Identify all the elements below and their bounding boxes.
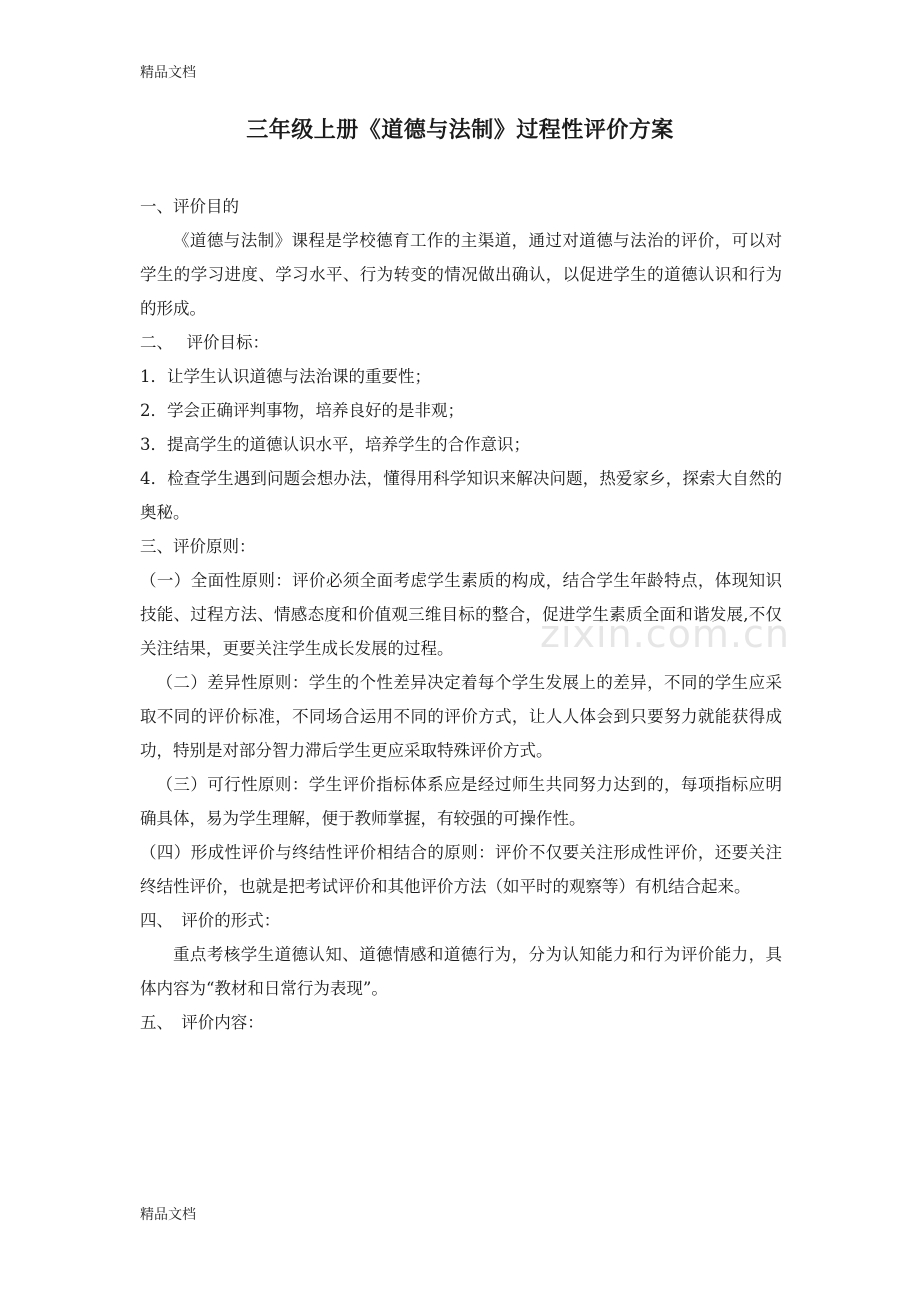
principle-3: （三）可行性原则：学生评价指标体系应是经过师生共同努力达到的，每项指标应明确具体，易为学生理解，便于教师掌握，有较强的可操作性。	[140, 775, 782, 828]
section-heading-4: 四、 评价的形式：	[140, 911, 281, 930]
section-heading-5: 五、 评价内容：	[140, 1013, 264, 1032]
section-heading-2: 二、 评价目标：	[140, 333, 269, 352]
document-body	[140, 190, 782, 1040]
page-footer-label: 精品文档	[140, 1207, 196, 1223]
goal-item-4: 4．检查学生遇到问题会想办法，懂得用科学知识来解决问题，热爱家乡，探索大自然的奥秘。	[140, 469, 782, 522]
section-4-paragraph: 重点考核学生道德认知、道德情感和道德行为，分为认知能力和行为评价能力，具体内容为“教材和日常行为表现”。	[140, 945, 782, 998]
section-1-paragraph: 《道德与法制》课程是学校德育工作的主渠道，通过对道德与法治的评价，可以对学生的学习进度、学习水平、行为转变的情况做出确认，以促进学生的道德认识和行为的形成。	[140, 231, 782, 318]
principle-4: （四）形成性评价与终结性评价相结合的原则：评价不仅要关注形成性评价，还要关注终结性评价，也就是把考试评价和其他评价方法（如平时的观察等）有机结合起来。	[140, 843, 782, 896]
document-title: 三年级上册《道德与法制》过程性评价方案	[246, 117, 674, 143]
goal-item-2: 2．学会正确评判事物，培养良好的是非观；	[140, 401, 464, 420]
goal-item-3: 3．提高学生的道德认识水平，培养学生的合作意识；	[140, 435, 530, 454]
section-heading-3: 三、评价原则：	[140, 537, 256, 556]
principle-1: （一）全面性原则：评价必须全面考虑学生素质的构成，结合学生年龄特点，体现知识技能、过程方法、情感态度和价值观三维目标的整合，促进学生素质全面和谐发展,不仅关注结果，更要关注学生成长发展的过程。	[140, 571, 782, 658]
principle-2: （二）差异性原则：学生的个性差异决定着每个学生发展上的差异，不同的学生应采取不同的评价标准，不同场合运用不同的评价方式，让人人体会到只要努力就能获得成功，特别是对部分智力滞后学生更应采取特殊评价方式。	[140, 673, 782, 760]
goal-item-1: 1．让学生认识道德与法治课的重要性；	[140, 367, 431, 386]
section-heading-1: 一、评价目的	[140, 197, 239, 216]
page-header-label: 精品文档	[140, 65, 196, 81]
watermark: zixin.com.cn	[540, 612, 790, 656]
